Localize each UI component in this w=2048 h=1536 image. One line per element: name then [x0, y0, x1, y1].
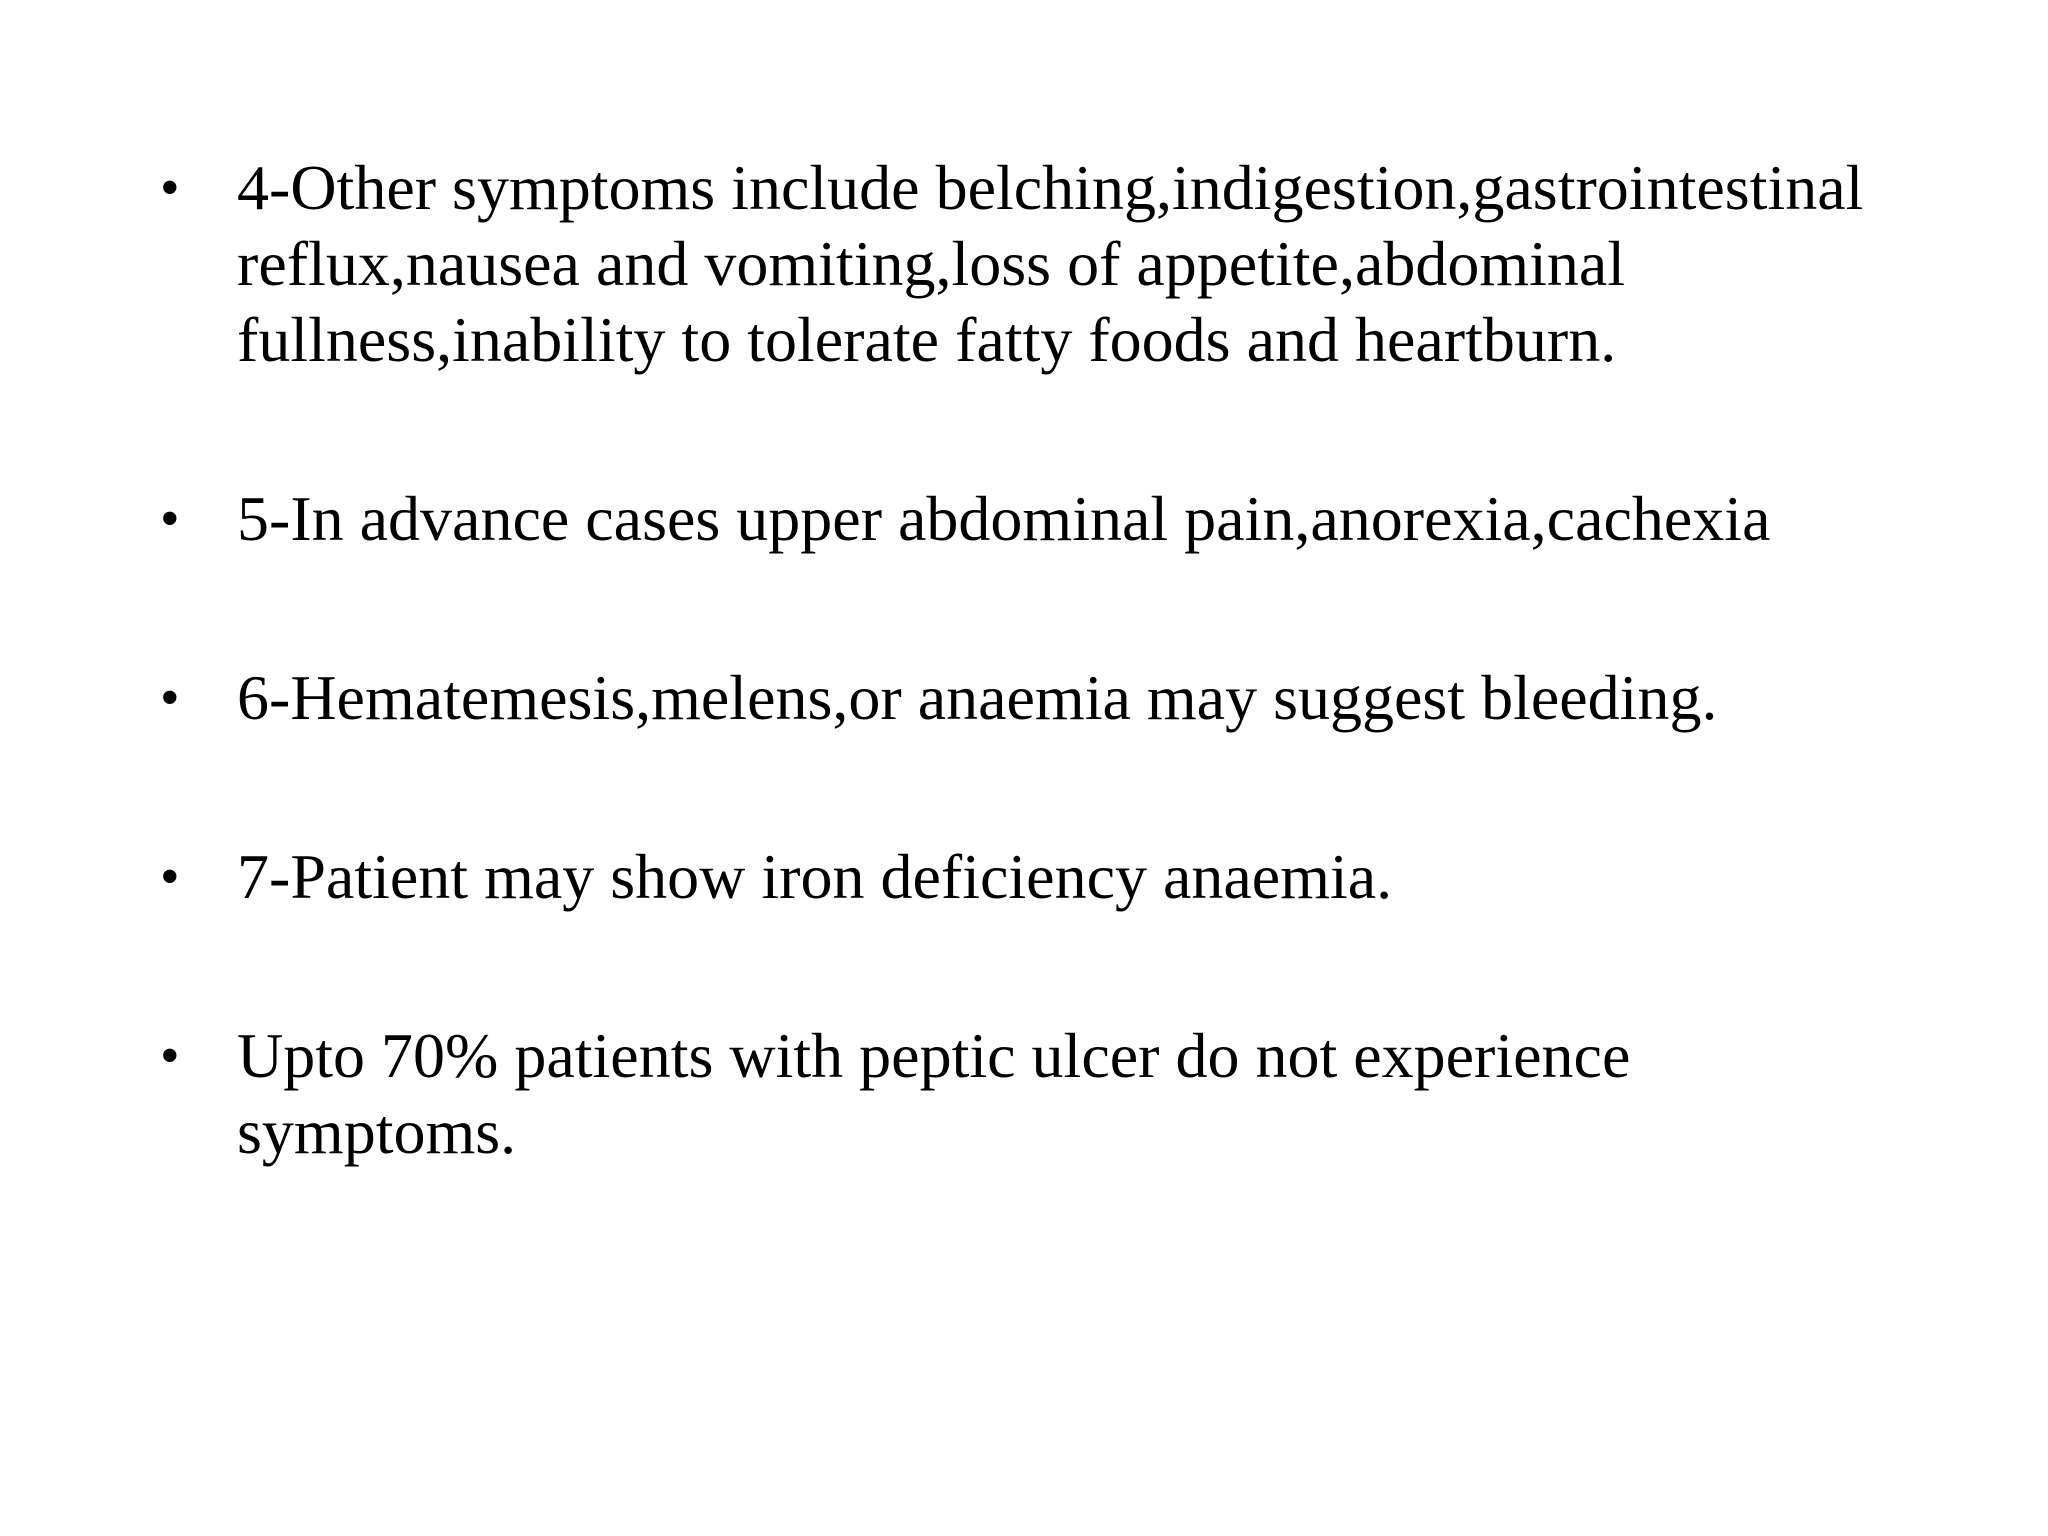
bullet-text-line: reflux,nausea and vomiting,loss of appetite,abdominal: [237, 228, 1626, 299]
bullet-list: [160, 150, 1920, 1170]
bullet-text-line: 6-Hematemesis,melens,or anaemia may suggest bleeding.: [237, 662, 1718, 733]
bullet-item-other-symptoms: [160, 150, 1920, 378]
bullet-icon: •: [160, 846, 180, 908]
bullet-item-anaemia: [160, 839, 1920, 915]
bullet-icon: •: [160, 1025, 180, 1087]
bullet-text-line: 4-Other symptoms include belching,indigestion,gastrointestinal: [237, 152, 1864, 223]
bullet-text-line: 5-In advance cases upper abdominal pain,anorexia,cachexia: [237, 483, 1771, 554]
bullet-icon: •: [160, 667, 180, 729]
bullet-icon: •: [160, 157, 180, 219]
bullet-icon: •: [160, 488, 180, 550]
bullet-item-bleeding: [160, 660, 1920, 736]
bullet-text-line: Upto 70% patients with peptic ulcer do not experience symptoms.: [237, 1020, 1631, 1167]
bullet-text-line: 7-Patient may show iron deficiency anaemia.: [237, 841, 1393, 912]
bullet-item-advanced-cases: [160, 481, 1920, 557]
bullet-text-line: fullness,inability to tolerate fatty foods and heartburn.: [237, 304, 1617, 375]
bullet-item-asymptomatic: [160, 1018, 1920, 1170]
